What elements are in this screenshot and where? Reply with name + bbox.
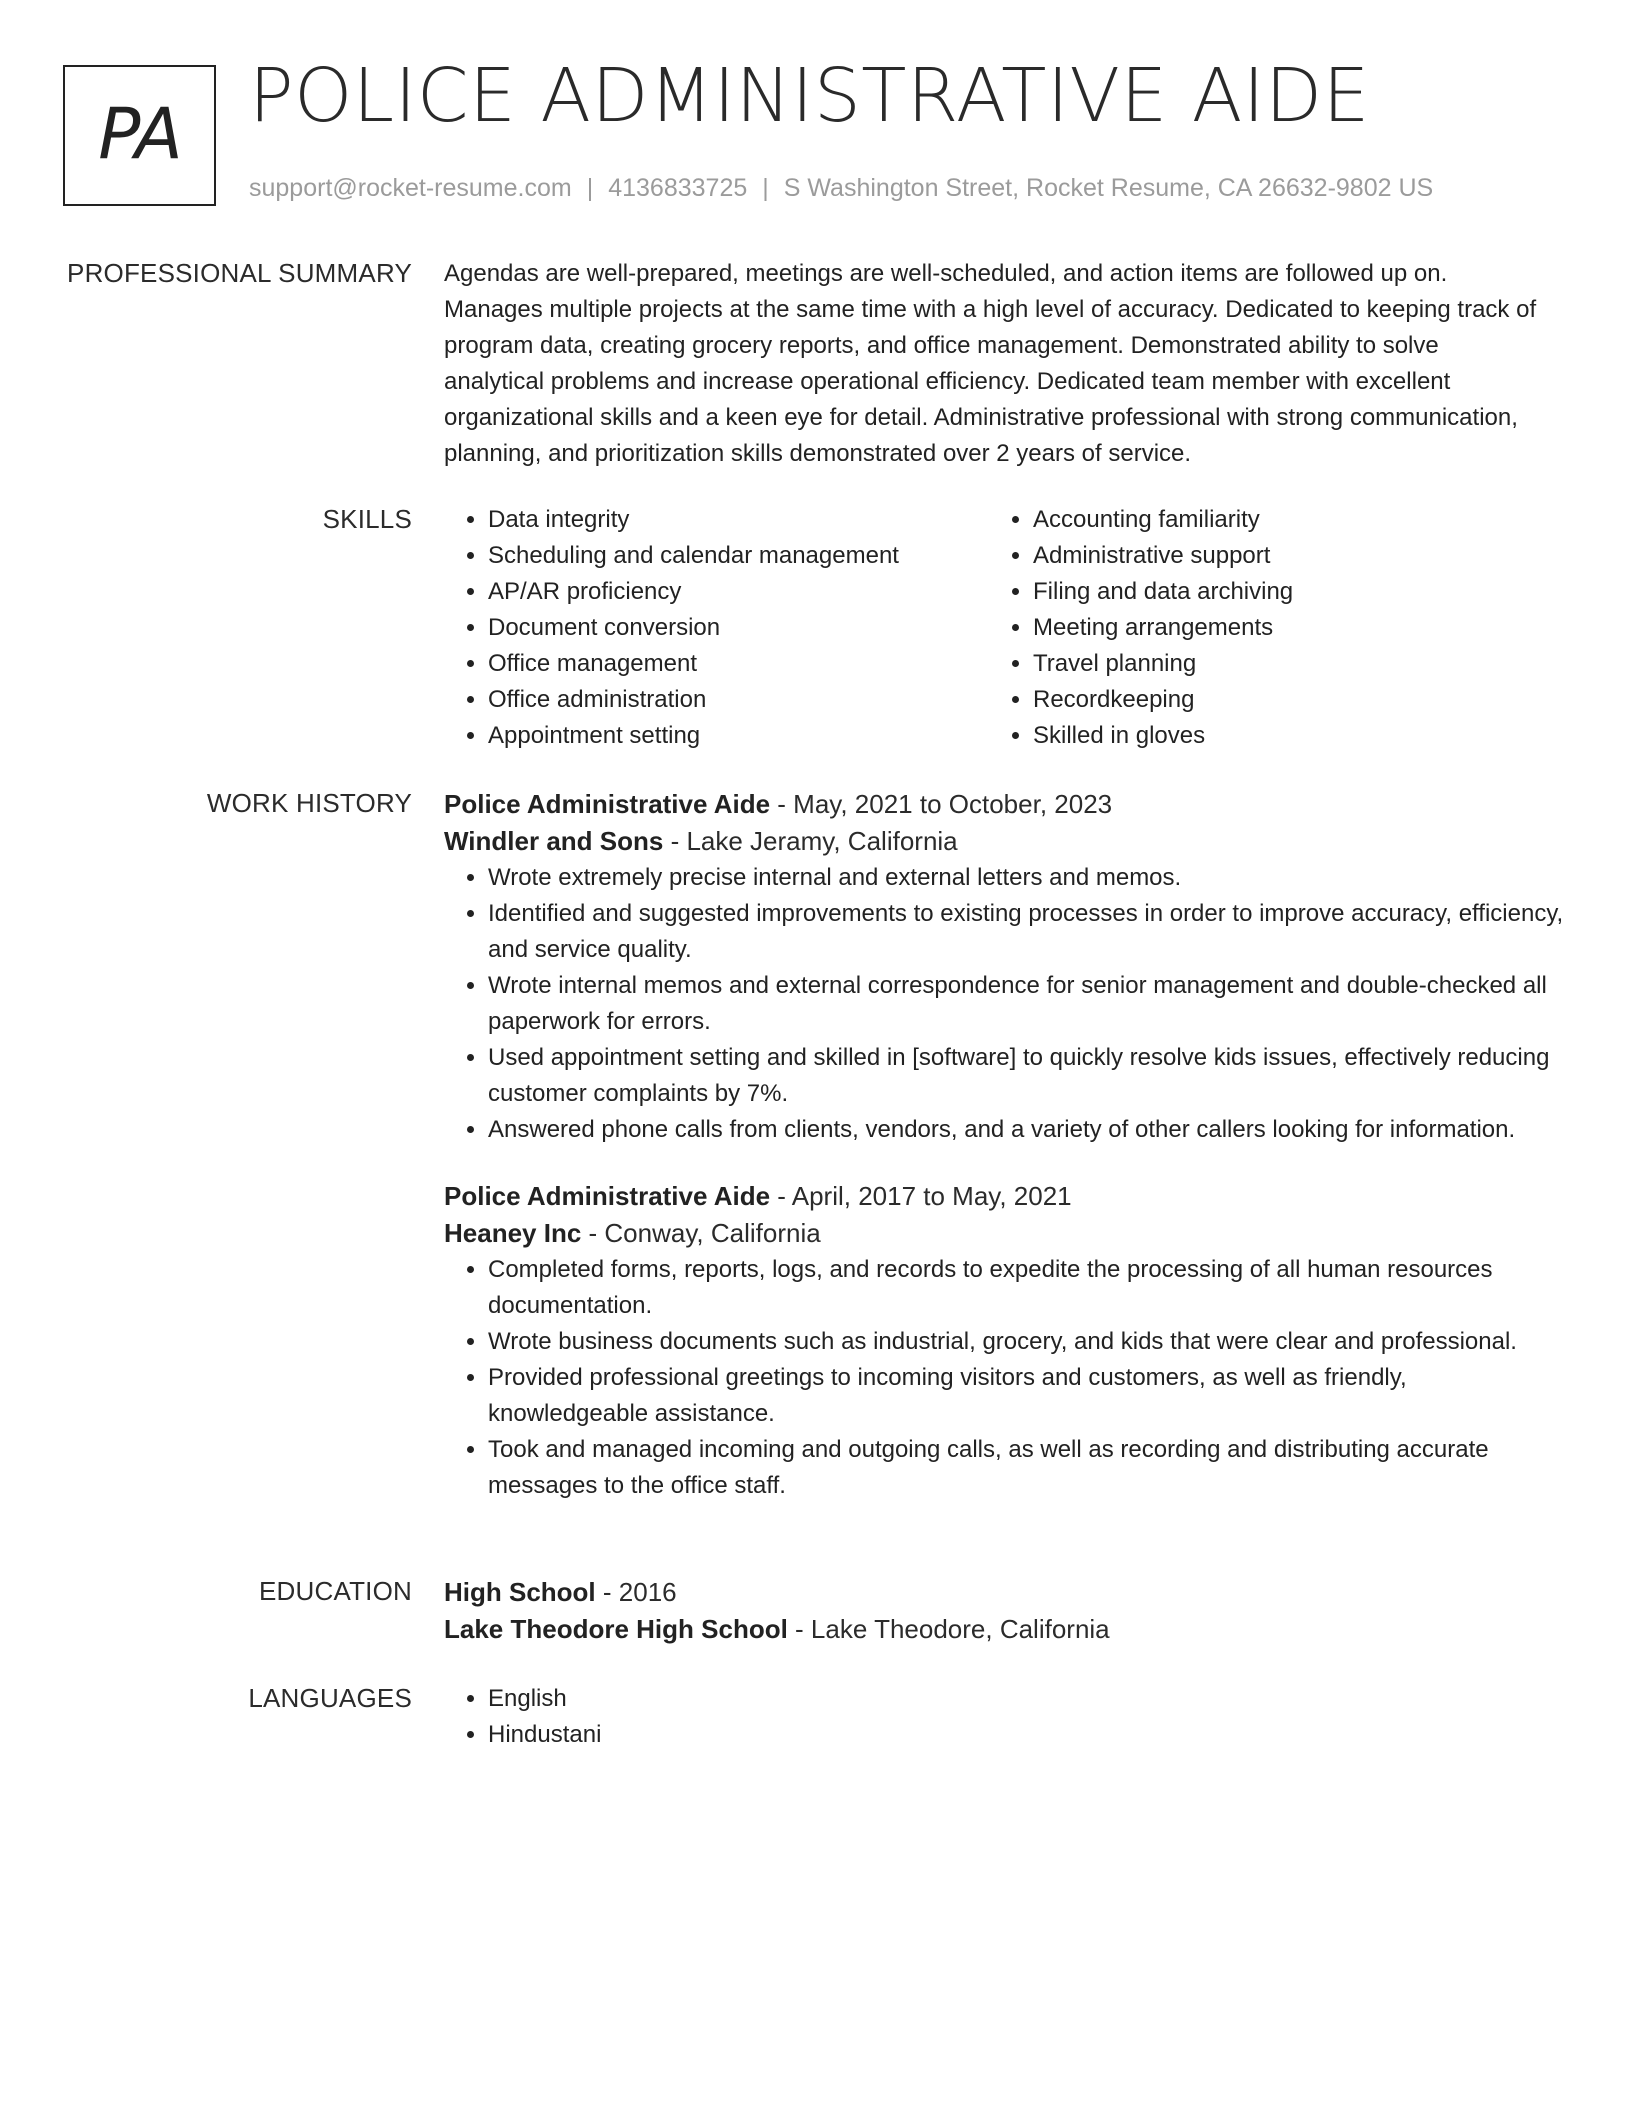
skills-column-left [444,502,989,754]
skills-body [444,502,1564,754]
job-duty: • Wrote extremely precise internal and external letters and memos. [488,860,1564,896]
summary-heading: PROFESSIONAL SUMMARY [67,258,412,288]
job-duty: • Took and managed incoming and outgoing calls, as well as recording and distributing accurate messages to the office staff. [488,1432,1564,1504]
candidate-name: POLICE ADMINISTRATIVE AIDE [249,53,1370,139]
contact-line [249,173,1433,203]
skills-list-right [989,502,1534,754]
skill-item: • Office management [488,646,989,682]
job-title-line [444,786,1564,823]
skill-item: • Recordkeeping [1033,682,1534,718]
job-duty: • Answered phone calls from clients, vendors, and a variety of other callers looking for information. [488,1112,1564,1148]
skill-item: • Travel planning [1033,646,1534,682]
job-employer: Heaney Inc [444,1218,582,1248]
job-employer-line [444,1215,1564,1252]
job-duty: • Wrote business documents such as industrial, grocery, and kids that were clear and professional. [488,1324,1564,1360]
job-title-line [444,1178,1564,1215]
monogram-box [63,65,216,206]
job-entry [444,786,1564,1148]
contact-separator: | [762,174,769,202]
skill-item: • Scheduling and calendar management [488,538,989,574]
education-school-line [444,1611,1564,1648]
summary-text: Agendas are well-prepared, meetings are well-scheduled, and action items are followed up on. Manages multiple projects at the same time with a high level of accuracy. Dedicated to keeping track of program data, creating grocery reports, and office management. Demonstrated ability to solve analytical problems and increase operational efficiency. Dedicated team member with excellent organizational skills and a keen eye for detail. Administrative professional with strong communication, planning, and prioritization skills demonstrated over 2 years of service. [444,260,1537,467]
job-employer-line [444,823,1564,860]
job-duties-list [444,860,1564,1148]
skill-item: • Data integrity [488,502,989,538]
education-degree-line [444,1574,1564,1611]
skills-list-left [444,502,989,754]
education-location: - Lake Theodore, California [787,1614,1110,1644]
job-employer: Windler and Sons [444,826,664,856]
job-location: - Conway, California [581,1218,821,1248]
job-dates: - May, 2021 to October, 2023 [770,789,1113,819]
job-title: Police Administrative Aide [444,1181,771,1211]
education-heading: EDUCATION [259,1576,412,1606]
skill-item: • Skilled in gloves [1033,718,1534,754]
job-title: Police Administrative Aide [444,789,771,819]
skill-item: • Meeting arrangements [1033,610,1534,646]
job-location: - Lake Jeramy, California [663,826,958,856]
skill-item: • Office administration [488,682,989,718]
language-item: • English [488,1681,1564,1717]
job-duty: • Used appointment setting and skilled in [software] to quickly resolve kids issues, effectively reducing customer complaints by 7%. [488,1040,1564,1112]
languages-list [444,1681,1564,1753]
skill-item: • Filing and data archiving [1033,574,1534,610]
job-duty: • Completed forms, reports, logs, and records to expedite the processing of all human resources documentation. [488,1252,1564,1324]
work-history-heading: WORK HISTORY [206,788,412,818]
skill-item: • Appointment setting [488,718,989,754]
education-year: - 2016 [595,1577,677,1607]
monogram-initials: PA [98,92,181,175]
contact-separator: | [586,174,594,202]
skill-item: • Document conversion [488,610,989,646]
job-duties-list [444,1252,1564,1504]
languages-body [444,1681,1564,1753]
skill-item: • Administrative support [1033,538,1534,574]
job-entry [444,1178,1564,1504]
skill-item: • AP/AR proficiency [488,574,989,610]
job-duty: • Identified and suggested improvements to existing processes in order to improve accuracy, efficiency, and service quality. [488,896,1564,968]
language-item: • Hindustani [488,1717,1564,1753]
job-duty: • Wrote internal memos and external correspondence for senior management and double-checked all paperwork for errors. [488,968,1564,1040]
skills-column-right [989,502,1534,754]
languages-heading: LANGUAGES [248,1683,412,1713]
work-history-body [444,786,1564,1504]
education-school: Lake Theodore High School [444,1614,788,1644]
contact-phone: 4136833725 [608,174,748,202]
skills-heading: SKILLS [322,504,412,534]
job-dates: - April, 2017 to May, 2021 [770,1181,1072,1211]
education-body [444,1574,1564,1648]
skill-item: • Accounting familiarity [1033,502,1534,538]
education-degree: High School [444,1577,596,1607]
job-duty: • Provided professional greetings to incoming visitors and customers, as well as friendly, knowledgeable assistance. [488,1360,1564,1432]
skills-grid [444,502,1564,754]
contact-address: S Washington Street, Rocket Resume, CA 26632-9802 US [783,174,1434,202]
summary-body [444,256,1544,472]
contact-email: support@rocket-resume.com [249,174,572,202]
